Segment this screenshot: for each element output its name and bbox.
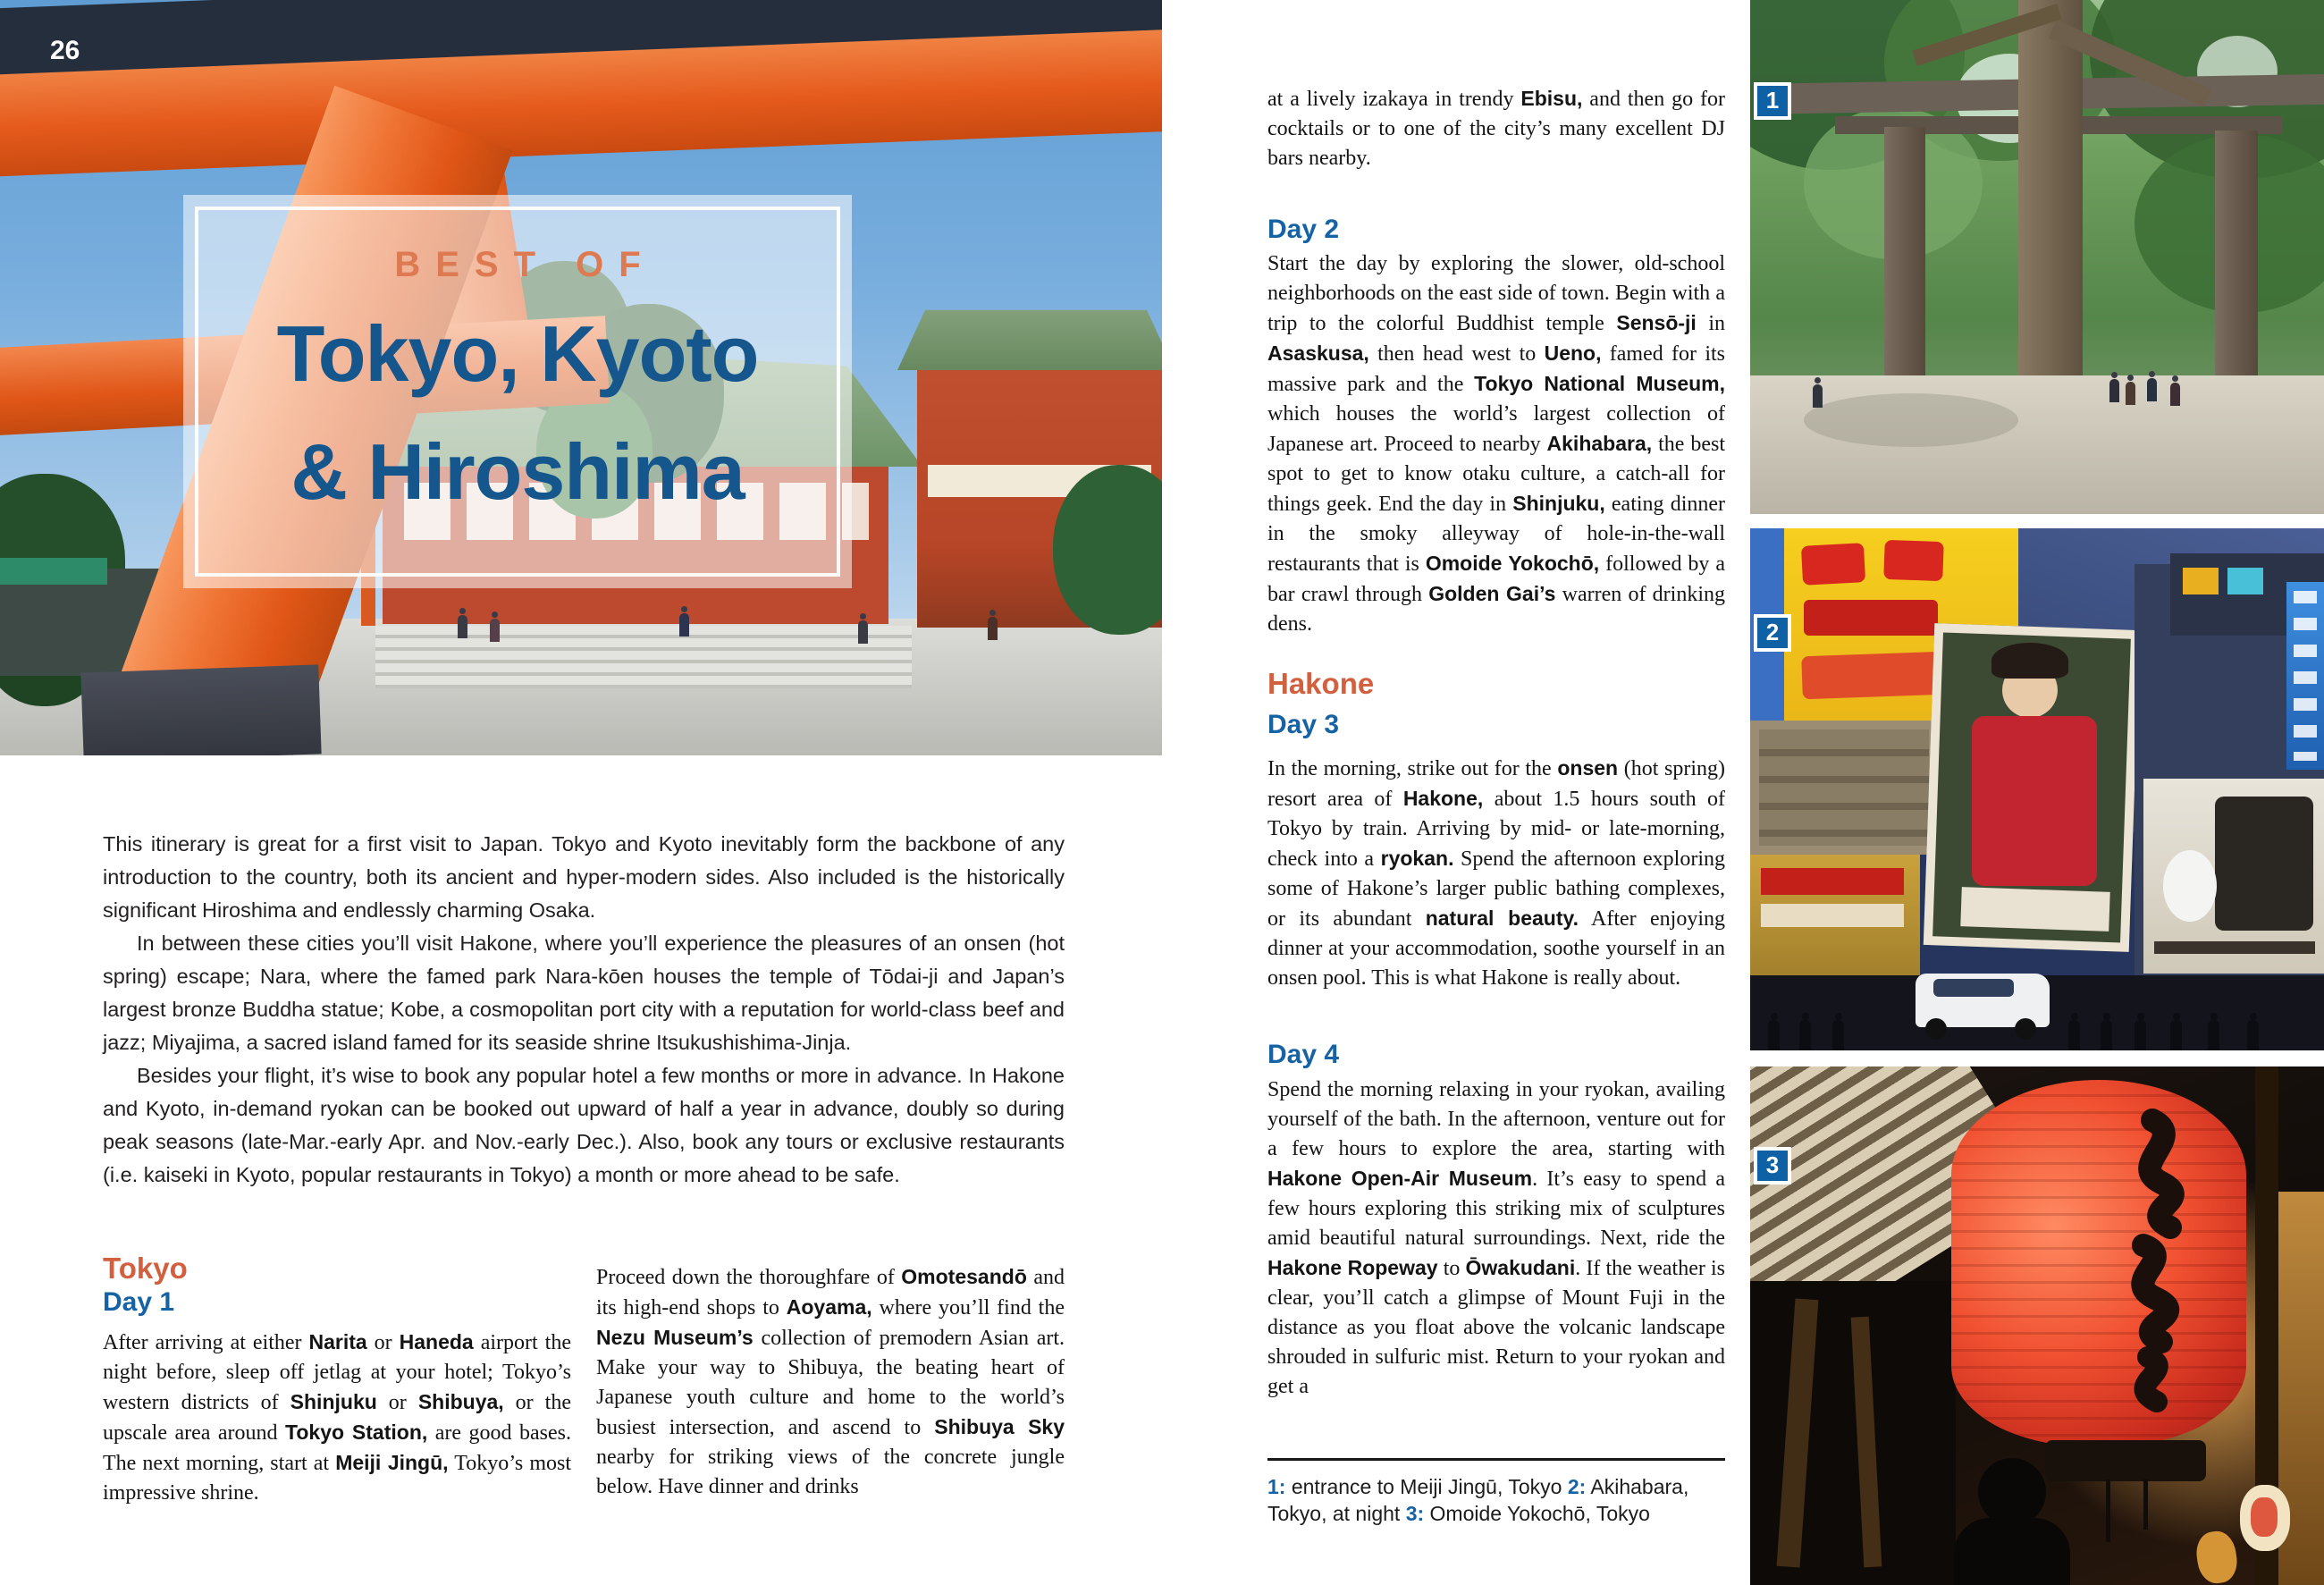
- torii-pillar-base: [80, 664, 321, 755]
- lantern-cord: [2106, 1480, 2110, 1542]
- lantern-calligraphy: [2072, 1102, 2233, 1424]
- photo-omoide-yokocho: [1750, 1067, 2324, 1585]
- caption-rule: [1267, 1458, 1725, 1461]
- day3-heading: Day 3: [1267, 710, 1340, 739]
- day4-paragraph: Spend the morning relaxing in your ryokan, availing yourself of the bath. In the afternoon, venture out for a few hours to explore the area, starting with Hakone Open-Air Museum. It’s easy to spend a few hours exploring this striking mix of sculptures amid beautiful natural surroundings. Next, ride the Hakone Ropeway to Ōwakudani. If the weather is clear, you’ll catch a glimpse of Mount Fuji in the distance as you float above the volcanic landscape shrouded in sulfuric mist. Return to your ryokan and get a: [1267, 1078, 1726, 1398]
- intro-paragraph: This itinerary is great for a first visit to Japan. Tokyo and Kyoto inevitably form the backbone of any introduction to the country, both its ancient and hyper-modern sides. Also included is the historically significant Hiroshima and endlessly charming Osaka.: [103, 832, 1065, 922]
- day2-heading: Day 2: [1267, 215, 1340, 244]
- window-grid: [1759, 729, 1929, 846]
- title-box: [183, 195, 852, 588]
- billboard-caption: [2154, 941, 2315, 954]
- car-wheel: [2015, 1018, 2036, 1040]
- tokyo-section-column-b: [596, 1262, 1065, 1502]
- billboard-text-strip: [1960, 887, 2109, 932]
- robot-figure: [2163, 850, 2217, 922]
- billboard-figure: [2215, 797, 2313, 931]
- wooden-torii-pillar: [1884, 127, 1925, 395]
- sign-text-marks: [2294, 591, 2317, 761]
- shop-sign: [1761, 868, 1904, 895]
- day1-heading: Day 1: [103, 1286, 175, 1317]
- sign-glyph: [1801, 543, 1865, 586]
- billboard-red-suit: [1972, 716, 2097, 886]
- page-number: 26: [50, 36, 80, 65]
- intro-block: [103, 828, 1065, 1192]
- section-heading-hakone: Hakone: [1267, 667, 1375, 700]
- day3-paragraph: In the morning, strike out for the onsen (hot spring) resort area of Hakone, about 1.5 hours south of Tokyo by train. Arriving by mid- or late-morning, check into a ryokan. Spend the afternoon exploring some of Hakone’s larger public bathing complexes, or its abundant natural beauty. After enjoying dinner at your accommodation, soothe yourself in an onsen pool. This is what Hakone is really about.: [1267, 756, 1726, 990]
- photo-meiji-jingu: [1750, 0, 2324, 514]
- lantern-collar: [2045, 1440, 2206, 1481]
- photo-akihabara: [1750, 528, 2324, 1050]
- tree-trunk: [2018, 0, 2083, 411]
- wooden-torii-pillar: [2215, 131, 2258, 399]
- hero-photo-torii: [0, 0, 1162, 755]
- photo-caption: 1: entrance to Meiji Jingū, Tokyo 2: Akihabara, Tokyo, at night 3: Omoide Yokochō, Tokyo: [1267, 1475, 1689, 1525]
- page-title-line2: & Hiroshima: [290, 426, 745, 516]
- sign-glyph: [1883, 540, 1943, 581]
- tokyo-section-column-a: [103, 1253, 571, 1508]
- shrine-gate-roof: [897, 295, 1162, 370]
- shop-sign: [1761, 904, 1904, 927]
- page-title-line1: Tokyo, Kyoto: [276, 309, 759, 398]
- billboard-hair: [1991, 643, 2068, 679]
- photo-badge-3: 3: [1754, 1147, 1791, 1185]
- person-silhouette-shoulders: [1954, 1518, 2070, 1585]
- path-shadow: [1804, 393, 2018, 447]
- lantern-cord: [2143, 1480, 2148, 1530]
- eyebrow-best-of: BEST OF: [394, 245, 656, 284]
- car-wheel: [1925, 1018, 1947, 1040]
- title-box-border: [195, 207, 840, 577]
- middle-column: [1267, 0, 1725, 1585]
- intro-paragraph: Besides your flight, it’s wise to book any popular hotel a few months or more in advance. In Hakone and Kyoto, in-demand ryokan can be booked out upward of half a year in advance, doubly so during peak seasons (late-Mar.-early Apr. and Nov.-early Dec.). Also, book any tours or exclusive restaurants (i.e. kaiseki in Kyoto, popular restaurants in Tokyo) a month or more ahead to be safe.: [103, 1064, 1065, 1186]
- sign-glyph: [1804, 600, 1938, 636]
- day1-paragraph-continued: Proceed down the thoroughfare of Omotesandō and its high-end shops to Aoyama, where you’ll find the Nezu Museum’s collection of premodern Asian art. Make your way to Shibuya, the beating heart of Japanese youth culture and home to the world’s busiest intersection, and ascend to Shibuya Sky nearby for striking views of the concrete jungle below. Have dinner and drinks: [596, 1265, 1065, 1498]
- sign-glyph: [2227, 568, 2263, 594]
- day1-paragraph: After arriving at either Narita or Haneda airport the night before, sleep off jetlag at your hotel; Tokyo’s western districts of Shinjuku or Shibuya, or the upscale area around Tokyo Station, are good bases. The next morning, start at Meiji Jingū, Tokyo’s most impressive shrine.: [103, 1330, 572, 1505]
- gravel-path: [1750, 375, 2324, 514]
- sign-glyph: [2183, 568, 2219, 594]
- day2-paragraph: Start the day by exploring the slower, old-school neighborhoods on the east side of town. Begin with a trip to the colorful Buddhist temple Sensō-ji in Asaskusa, then head west to Ueno, famed for its massive park and the Tokyo National Museum, which houses the world’s largest collection of Japanese art. Proceed to nearby Akihabara, the best spot to get to know otaku culture, a catch-all for things geek. End the day in Shinjuku, eating dinner in the smoky alleyway of hole-in-the-wall restaurants that is Omoide Yokochō, followed by a bar crawl through Golden Gai’s warren of drinking dens.: [1267, 252, 1726, 636]
- person-silhouette-head: [1978, 1458, 2046, 1526]
- day4-heading: Day 4: [1267, 1040, 1340, 1069]
- small-lantern-mark: [2251, 1497, 2278, 1537]
- section-heading-tokyo: Tokyo: [103, 1252, 188, 1285]
- intro-paragraph: In between these cities you’ll visit Hakone, where you’ll experience the pleasures of an onsen (hot spring) escape; Nara, where the famed park Nara-kōen houses the temple of Tōdai-ji and Japan’s largest bronze Buddha statue; Kobe, a cosmopolitan port city with a reputation for world-class beef and jazz; Miyajima, a sacred island famed for its seaside shrine Itsukushishima-Jinja.: [103, 932, 1065, 1054]
- photo-badge-1: 1: [1754, 82, 1791, 120]
- photo-badge-2: 2: [1754, 614, 1791, 652]
- street-stall-roof: [0, 558, 107, 585]
- car-windows: [1933, 979, 2014, 997]
- day1-runover-paragraph: at a lively izakaya in trendy Ebisu, and then go for cocktails or to one of the city’s many excellent DJ bars nearby.: [1267, 87, 1725, 170]
- hero-stone-steps: [375, 626, 912, 688]
